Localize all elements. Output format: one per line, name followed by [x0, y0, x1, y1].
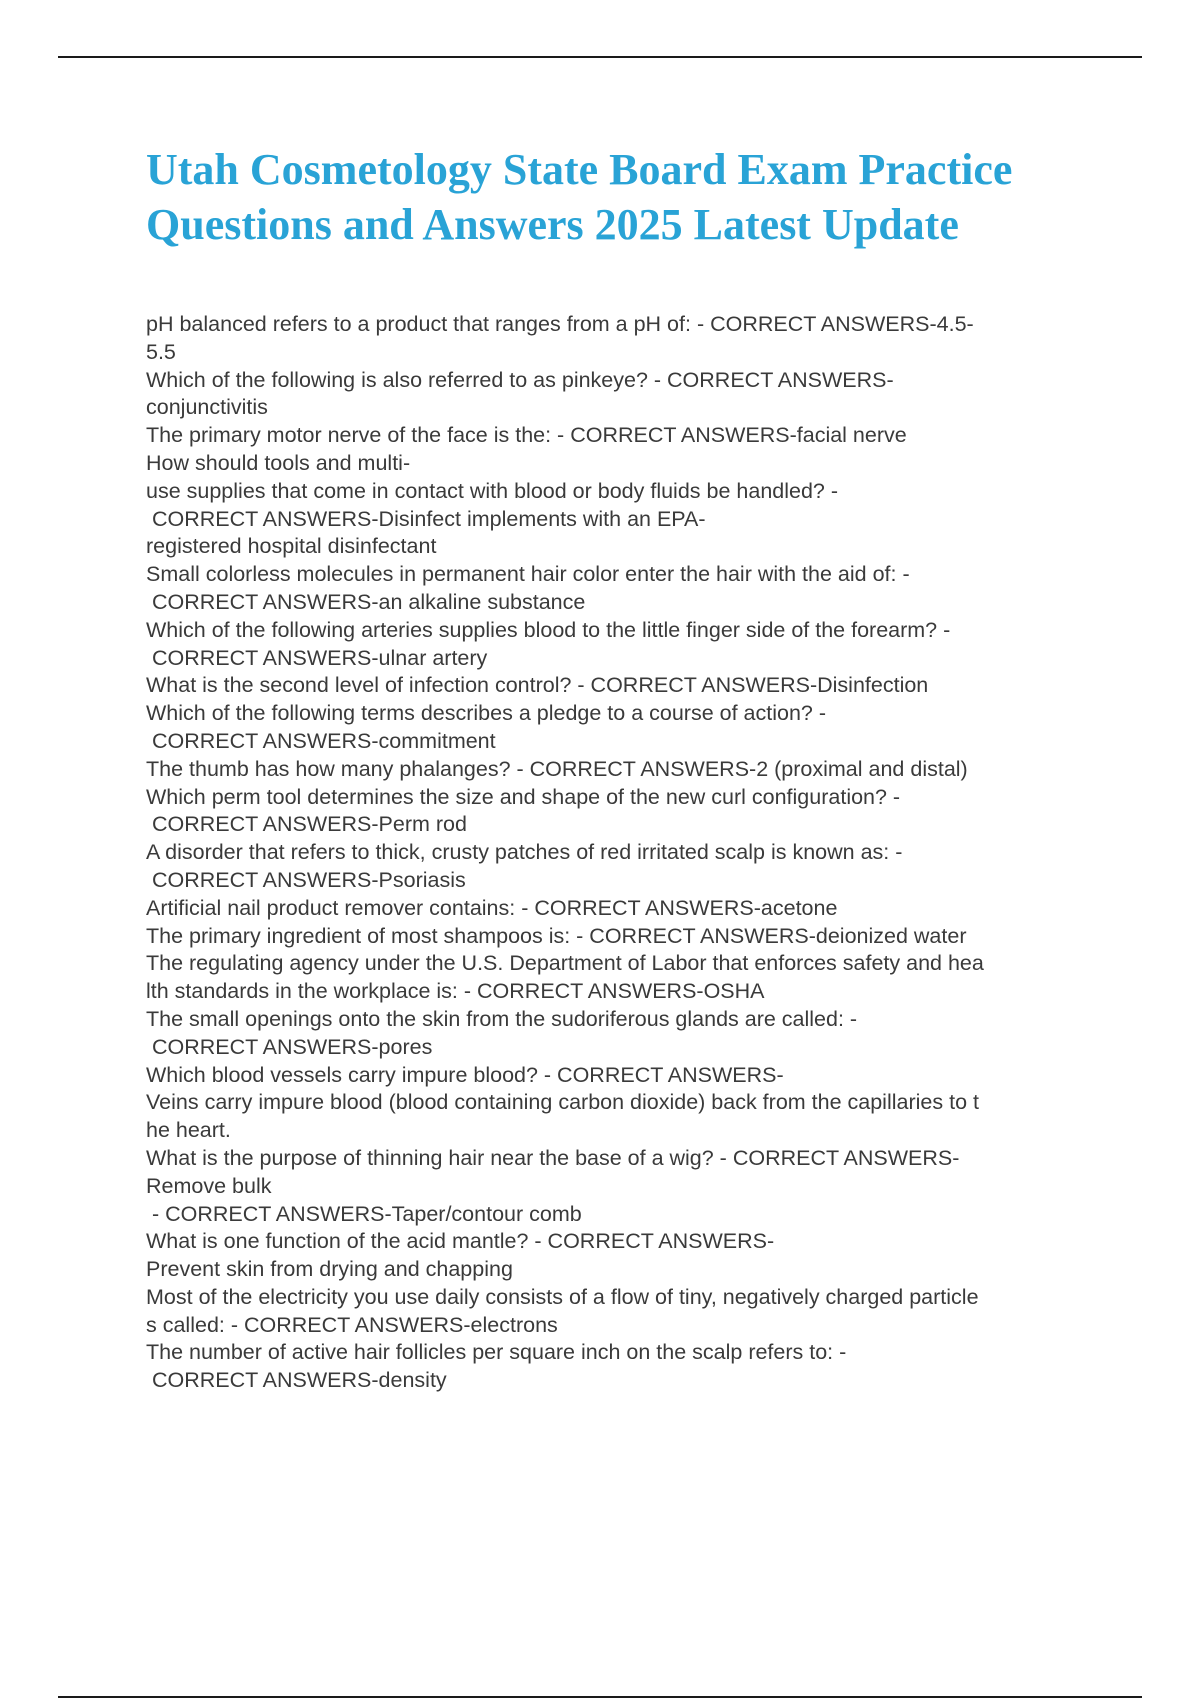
title-line-2: Questions and Answers 2025 Latest Update: [146, 200, 959, 249]
text-line: - CORRECT ANSWERS-Taper/contour comb: [146, 1201, 582, 1226]
text-line: CORRECT ANSWERS-ulnar artery: [146, 645, 488, 670]
text-line: How should tools and multi-: [146, 450, 411, 475]
text-line: lth standards in the workplace is: - CORRECT ANSWERS-OSHA: [146, 979, 765, 1004]
document-title: [146, 142, 1106, 252]
text-line: he heart.: [146, 1118, 231, 1143]
text-line: The primary motor nerve of the face is the: - CORRECT ANSWERS-facial nerve: [146, 423, 907, 448]
text-line: Remove bulk: [146, 1173, 272, 1198]
text-line: What is the purpose of thinning hair near the base of a wig? - CORRECT ANSWERS-: [146, 1145, 960, 1170]
question-answer-list: [146, 311, 1106, 1395]
text-line: Small colorless molecules in permanent hair color enter the hair with the aid of: -: [146, 562, 910, 587]
text-line: CORRECT ANSWERS-pores: [146, 1034, 433, 1059]
text-line: Prevent skin from drying and chapping: [146, 1257, 513, 1282]
text-line: The thumb has how many phalanges? - CORRECT ANSWERS-2 (proximal and distal): [146, 756, 968, 781]
text-line: CORRECT ANSWERS-commitment: [146, 728, 496, 753]
text-line: The small openings onto the skin from the sudoriferous glands are called: -: [146, 1006, 858, 1031]
text-line: What is one function of the acid mantle? - CORRECT ANSWERS-: [146, 1229, 775, 1254]
top-divider: [58, 56, 1142, 58]
text-line: Veins carry impure blood (blood containing carbon dioxide) back from the capillaries to t: [146, 1090, 979, 1115]
text-line: The number of active hair follicles per square inch on the scalp refers to: -: [146, 1340, 847, 1365]
text-line: 5.5: [146, 339, 176, 364]
text-line: The primary ingredient of most shampoos is: - CORRECT ANSWERS-deionized water: [146, 923, 967, 948]
text-line: use supplies that come in contact with blood or body fluids be handled? -: [146, 478, 839, 503]
text-line: Which of the following arteries supplies blood to the little finger side of the forearm? -: [146, 617, 951, 642]
text-line: The regulating agency under the U.S. Department of Labor that enforces safety and hea: [146, 951, 984, 976]
text-line: Which perm tool determines the size and shape of the new curl configuration? -: [146, 784, 901, 809]
text-line: s called: - CORRECT ANSWERS-electrons: [146, 1312, 558, 1337]
text-line: Most of the electricity you use daily consists of a flow of tiny, negatively charged particle: [146, 1284, 979, 1309]
text-line: conjunctivitis: [146, 395, 268, 420]
text-line: CORRECT ANSWERS-Psoriasis: [146, 867, 466, 892]
title-line-1: Utah Cosmetology State Board Exam Practice: [146, 145, 1013, 194]
text-line: Which of the following terms describes a pledge to a course of action? -: [146, 701, 826, 726]
text-line: A disorder that refers to thick, crusty patches of red irritated scalp is known as: -: [146, 840, 903, 865]
text-line: CORRECT ANSWERS-an alkaline substance: [146, 589, 586, 614]
text-line: pH balanced refers to a product that ranges from a pH of: - CORRECT ANSWERS-4.5-: [146, 312, 974, 336]
text-line: Which blood vessels carry impure blood? - CORRECT ANSWERS-: [146, 1062, 784, 1087]
text-line: CORRECT ANSWERS-density: [146, 1368, 447, 1393]
text-line: Which of the following is also referred to as pinkeye? - CORRECT ANSWERS-: [146, 367, 894, 392]
text-line: Artificial nail product remover contains: - CORRECT ANSWERS-acetone: [146, 895, 838, 920]
text-line: CORRECT ANSWERS-Disinfect implements with an EPA-: [146, 506, 706, 531]
text-line: What is the second level of infection control? - CORRECT ANSWERS-Disinfection: [146, 673, 929, 698]
text-line: CORRECT ANSWERS-Perm rod: [146, 812, 467, 837]
bottom-divider: [58, 1696, 1142, 1698]
text-line: registered hospital disinfectant: [146, 534, 437, 559]
